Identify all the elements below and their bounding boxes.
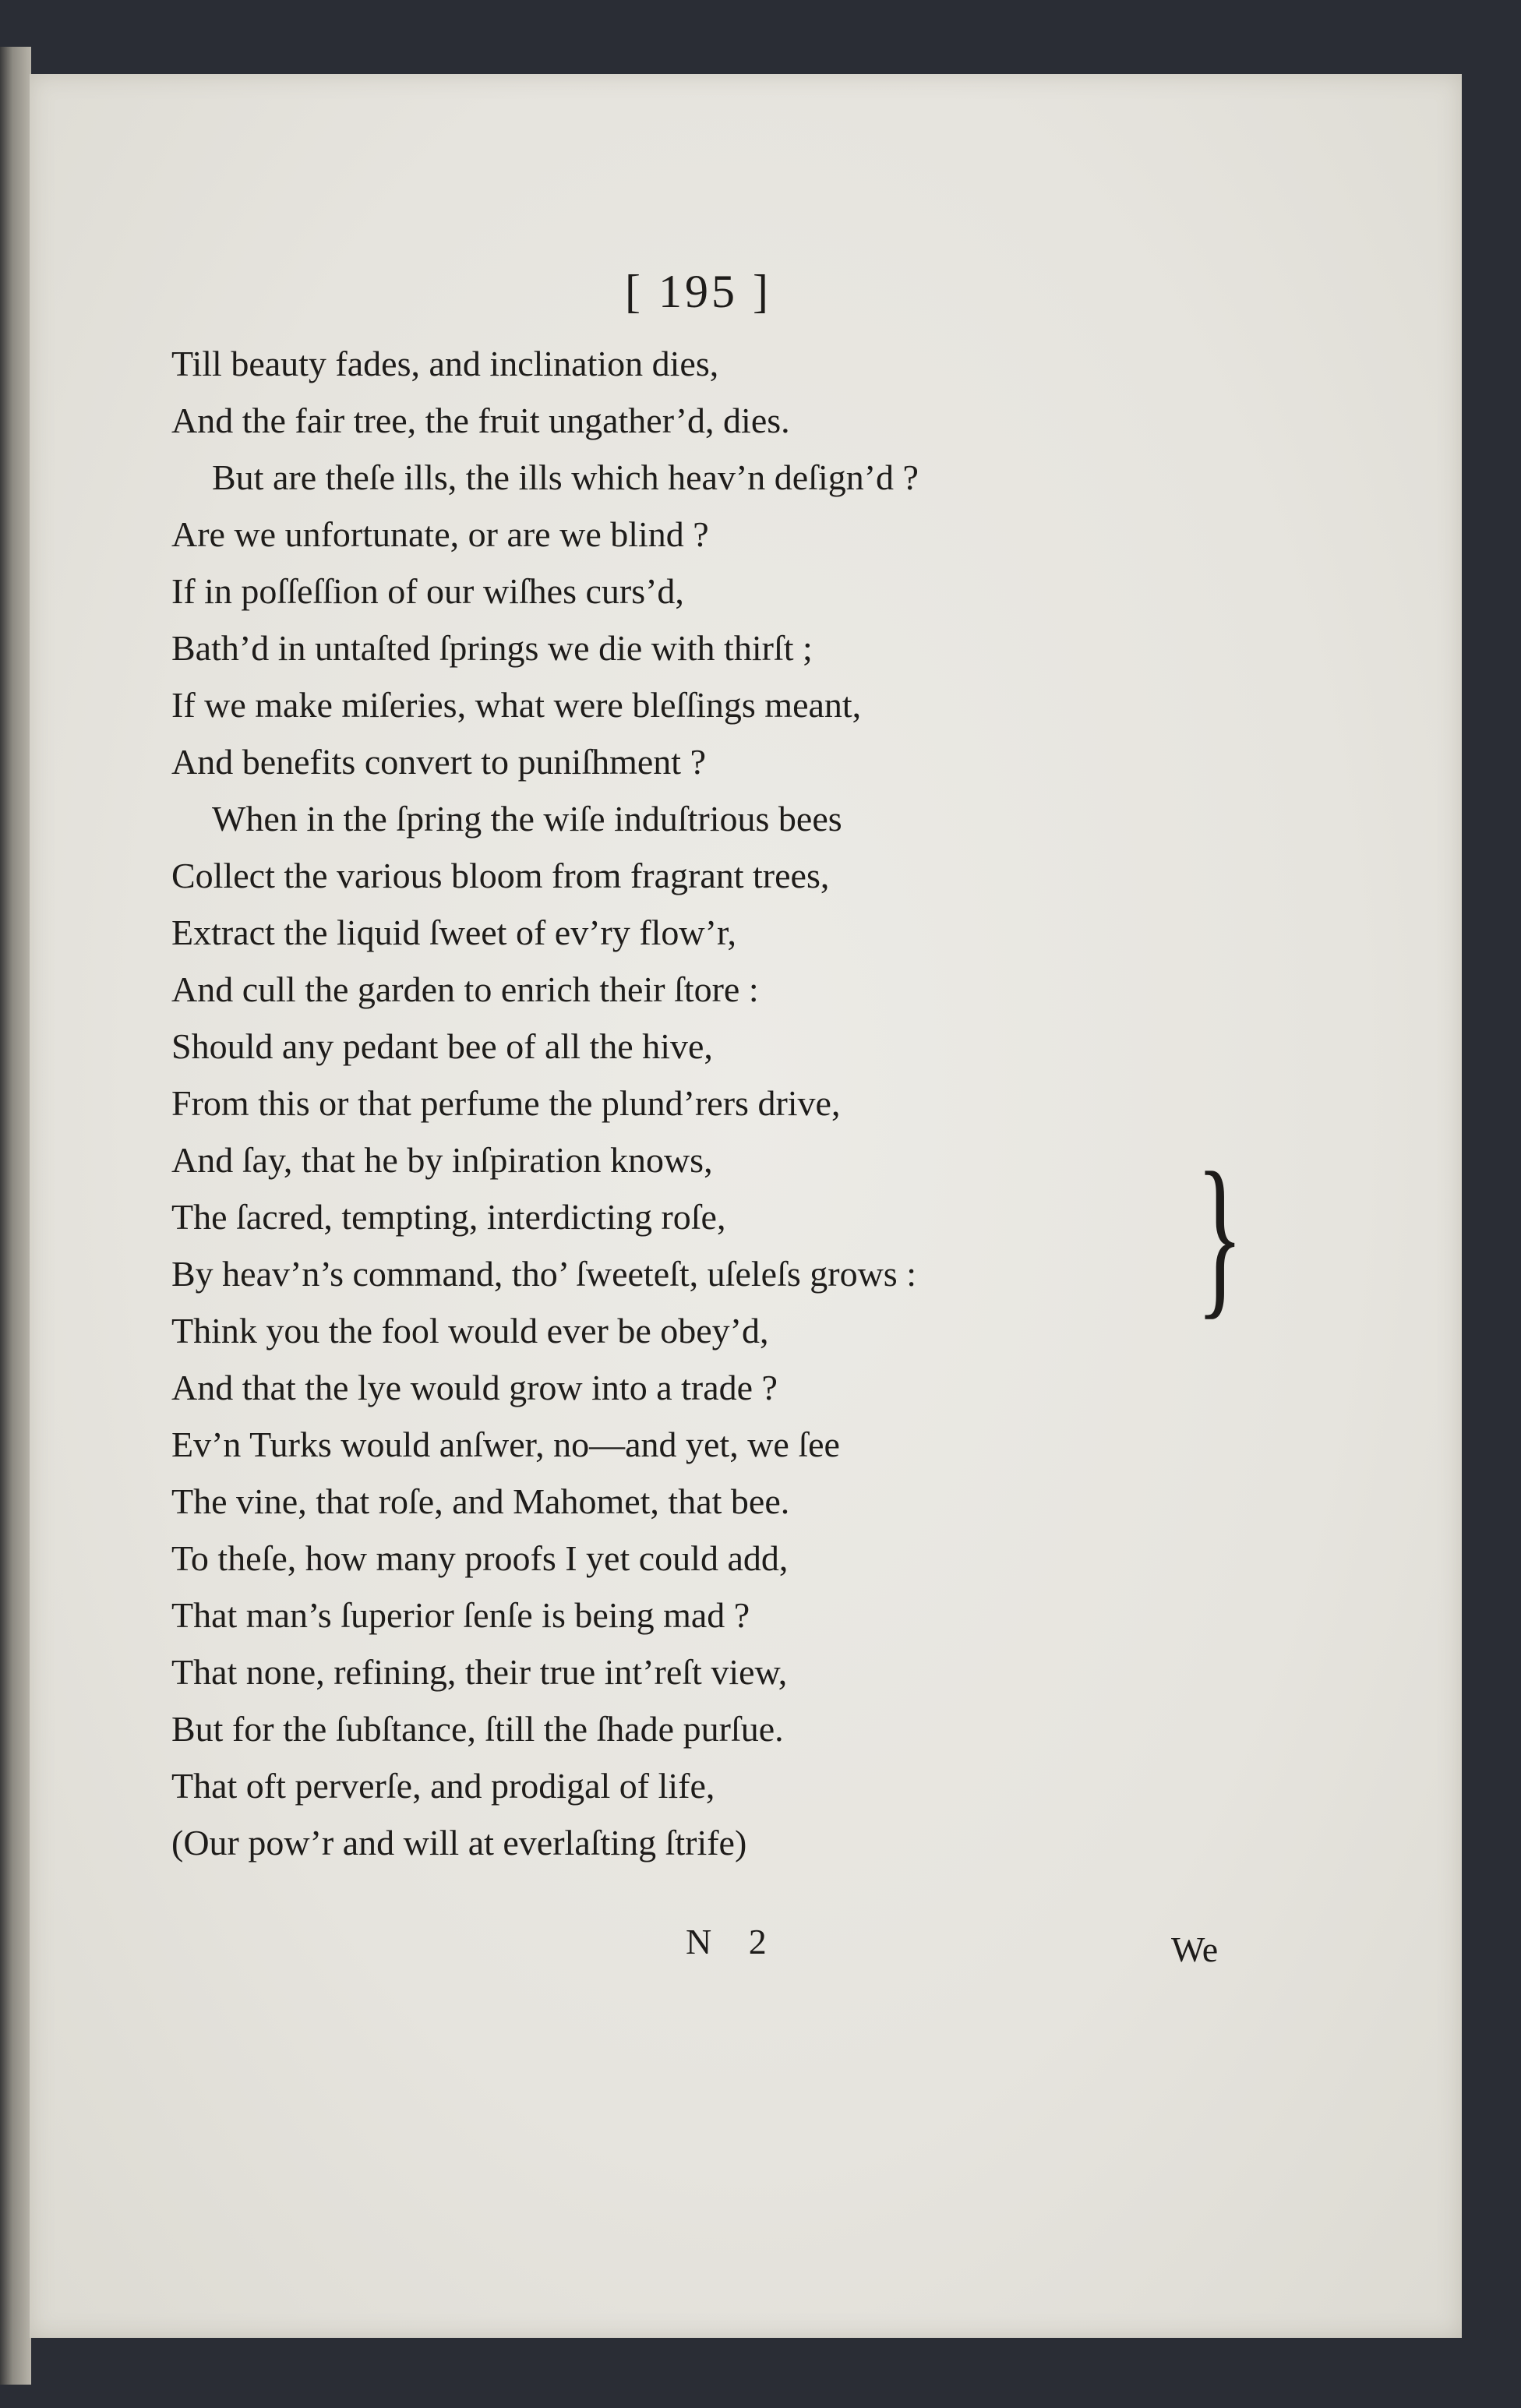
verse-line: That none, refining, their true int’reſt view, xyxy=(171,1652,788,1692)
verse-line: That man’s ſuperior ſenſe is being mad ? xyxy=(171,1595,750,1635)
verse-line: Bath’d in untaſted ſprings we die with thirſt ; xyxy=(171,628,813,668)
verse-line: By heav’n’s command, tho’ ſweeteſt, uſeleſs grows : xyxy=(171,1254,916,1294)
verse-line: Should any pedant bee of all the hive, xyxy=(171,1026,713,1066)
verse-line: And that the lye would grow into a trade ? xyxy=(171,1368,778,1407)
signature-mark: N 2 xyxy=(686,1922,781,1961)
page-number: [ 195 ] xyxy=(625,266,771,317)
verse-line: To theſe, how many proofs I yet could add, xyxy=(171,1538,789,1578)
page-number-header xyxy=(0,265,1521,319)
verse-line: Are we unfortunate, or are we blind ? xyxy=(171,514,709,554)
verse-line: The ſacred, tempting, interdicting roſe, xyxy=(171,1197,726,1237)
verse-line: Till beauty fades, and inclination dies, xyxy=(171,344,719,383)
verse-line: If we make miſeries, what were bleſſings meant, xyxy=(171,685,862,725)
verse-line: And benefits convert to puniſhment ? xyxy=(171,742,707,782)
verse-line: Ev’n Turks would anſwer, no—and yet, we ſee xyxy=(171,1425,840,1464)
verse-line: If in poſſeſſion of our wiſhes curs’d, xyxy=(171,571,684,611)
verse-line: Think you the fool would ever be obey’d, xyxy=(171,1311,769,1351)
adjacent-page-edge xyxy=(0,47,31,2385)
verse-line: Extract the liquid ſweet of ev’ry flow’r, xyxy=(171,913,736,952)
verse-line: (Our pow’r and will at everlaſting ſtrife) xyxy=(171,1823,747,1862)
verse-line: And ſay, that he by inſpiration knows, xyxy=(171,1140,713,1180)
catchword: We xyxy=(1171,1930,1219,1969)
verse-line: From this or that perfume the plund’rers drive, xyxy=(171,1083,841,1123)
verse-line: That oft perverſe, and prodigal of life, xyxy=(171,1766,715,1806)
verse-line: And cull the garden to enrich their ſtore : xyxy=(171,969,759,1009)
verse-line: But for the ſubſtance, ſtill the ſhade purſue. xyxy=(171,1709,784,1749)
verse-line: And the fair tree, the fruit ungather’d, dies. xyxy=(171,401,790,440)
poem-text xyxy=(171,335,919,1871)
verse-line: But are theſe ills, the ills which heav’n deſign’d ? xyxy=(212,457,919,497)
verse-line: Collect the various bloom from fragrant trees, xyxy=(171,856,830,895)
verse-line: When in the ſpring the wiſe induſtrious bees xyxy=(212,799,842,839)
verse-line: The vine, that roſe, and Mahomet, that bee. xyxy=(171,1481,790,1521)
triplet-brace: } xyxy=(1196,1135,1244,1334)
